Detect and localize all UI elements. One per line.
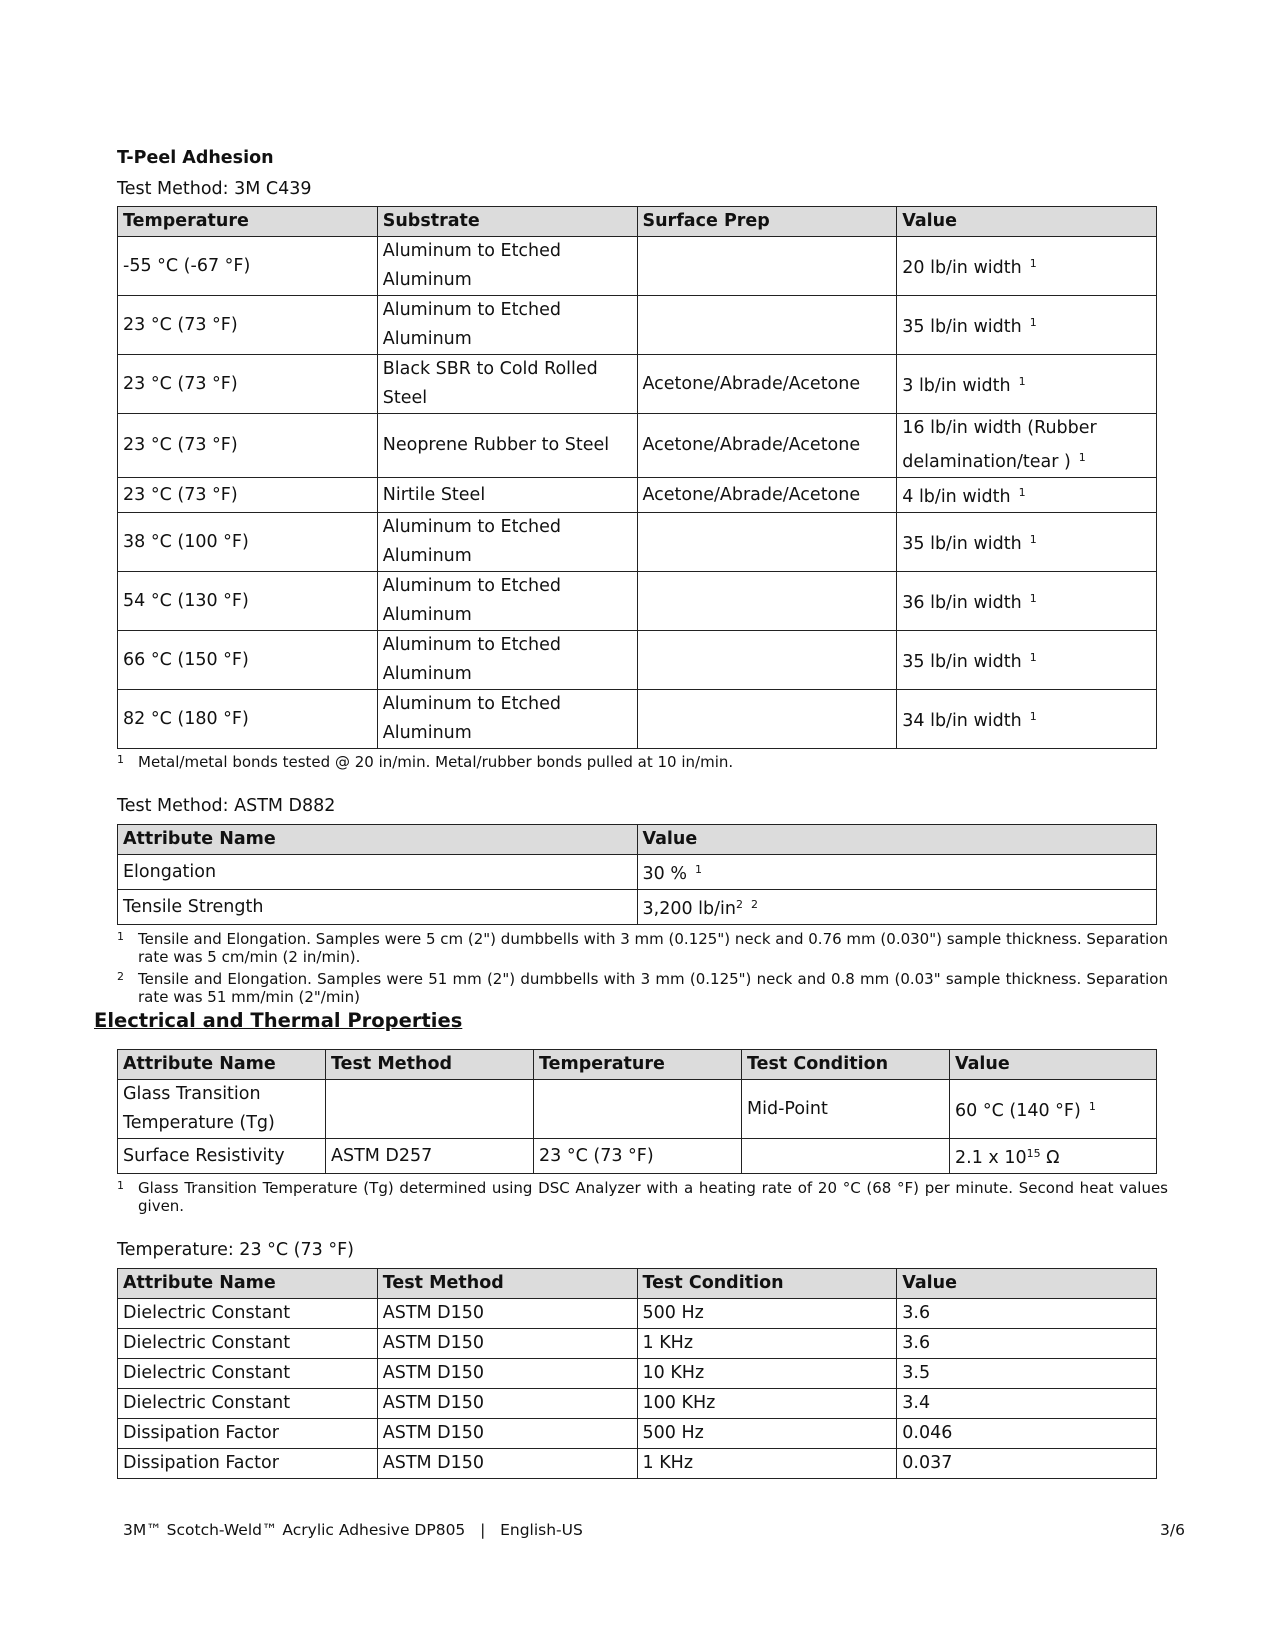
attribute-name-cell: Dissipation Factor [118,1419,378,1449]
table-header-row [118,1050,1157,1080]
test-method-cell: ASTM D150 [377,1389,637,1419]
col-header-attribute-name: Attribute Name [118,1050,326,1080]
dielectric-table [117,1268,1157,1479]
substrate-cell: Nirtile Steel [377,478,637,513]
footnote [117,1179,1168,1215]
value-exponent: 2 [735,898,743,911]
temperature-cell: 23 °C (73 °F) [118,414,378,478]
surface-prep-cell: Acetone/Abrade/Acetone [637,478,897,513]
value-cell: 3.6 [897,1329,1157,1359]
temperature-cell: 38 °C (100 °F) [118,513,378,572]
table-row [118,1329,1157,1359]
temperature-cell: 23 °C (73 °F) [118,296,378,355]
surface-prep-cell [637,572,897,631]
attribute-name-cell: Elongation [118,855,638,890]
table-row [118,414,1157,478]
dielectric-section [117,1238,1157,1479]
table-row [118,1359,1157,1389]
footnote-ref: 1 [1029,257,1037,270]
footnote-text: Tensile and Elongation. Samples were 51 mm (2") dumbbells with 3 mm (0.125") neck and 0.8 mm (0.03" sample thickness. Separation rate was 51 mm/min (2"/min) [138,970,1168,1006]
col-header-value: Value [950,1050,1157,1080]
test-condition-cell: 1 KHz [637,1329,897,1359]
test-method-cell: ASTM D150 [377,1359,637,1389]
value-cell [897,237,1157,296]
temperature-cell: 23 °C (73 °F) [118,478,378,513]
tpeel-table [117,206,1157,749]
table-row [118,237,1157,296]
value-cell [897,572,1157,631]
temperature-cell: 23 °C (73 °F) [118,355,378,414]
value-cell [897,690,1157,749]
substrate-cell: Aluminum to Etched Aluminum [377,572,637,631]
substrate-cell: Aluminum to Etched Aluminum [377,631,637,690]
footnote-ref: 1 [1029,710,1037,723]
attribute-name-cell: Glass Transition Temperature (Tg) [118,1080,326,1139]
test-condition-cell: 100 KHz [637,1389,897,1419]
surface-prep-cell [637,513,897,572]
test-condition-cell [742,1139,950,1174]
value-cell [637,890,1157,925]
footnote-mark: 2 [117,970,124,983]
table-row [118,296,1157,355]
value-cell [897,478,1157,513]
footnote-text: Tensile and Elongation. Samples were 5 cm (2") dumbbells with 3 mm (0.125") neck and 0.76 mm (0.030") sample thickness. Separation rate was 5 cm/min (2 in/min). [138,930,1168,966]
footnote-text: Glass Transition Temperature (Tg) determined using DSC Analyzer with a heating rate of 20 °C (68 °F) per minute. Second heat values given. [138,1179,1168,1215]
test-method-cell: ASTM D150 [377,1329,637,1359]
tpeel-section [117,146,1157,771]
footnote-ref: 1 [694,863,702,876]
table-row [118,355,1157,414]
value-text: 20 lb/in width [902,258,1022,278]
test-condition-cell: 10 KHz [637,1359,897,1389]
table-row [118,1419,1157,1449]
table-row [118,1139,1157,1174]
value-cell [897,631,1157,690]
col-header-surface-prep: Surface Prep [637,207,897,237]
value-cell [897,414,1157,478]
test-method-cell [326,1080,534,1139]
dielectric-temperature-label: Temperature: 23 °C (73 °F) [117,1240,354,1260]
electrical-table [117,1049,1157,1174]
col-header-substrate: Substrate [377,207,637,237]
value-cell [897,296,1157,355]
surface-prep-cell [637,690,897,749]
table-row [118,690,1157,749]
footnote-text: Metal/metal bonds tested @ 20 in/min. Metal/rubber bonds pulled at 10 in/min. [138,753,734,771]
table-header-row [118,825,1157,855]
value-exponent: 15 [1026,1147,1041,1160]
page-footer [123,1520,1185,1540]
footnote-ref: 1 [1029,592,1037,605]
tensile-method-label: Test Method: ASTM D882 [117,796,336,816]
test-condition-cell: Mid-Point [742,1080,950,1139]
temperature-cell: 23 °C (73 °F) [534,1139,742,1174]
table-row [118,1299,1157,1329]
value-text: 30 % [642,864,687,884]
substrate-cell: Aluminum to Etched Aluminum [377,296,637,355]
tensile-table [117,824,1157,925]
table-row [118,855,1157,890]
col-header-test-method: Test Method [326,1050,534,1080]
substrate-cell: Neoprene Rubber to Steel [377,414,637,478]
value-text: 35 lb/in width [902,317,1022,337]
footnote [117,970,1168,1006]
footer-product-name: 3M™ Scotch-Weld™ Acrylic Adhesive DP805 | English-US [123,1521,583,1539]
surface-prep-cell: Acetone/Abrade/Acetone [637,414,897,478]
surface-prep-cell [637,631,897,690]
value-text: 3,200 lb/in [642,899,736,919]
test-method-cell: ASTM D150 [377,1299,637,1329]
col-header-test-method: Test Method [377,1269,637,1299]
col-header-temperature: Temperature [534,1050,742,1080]
footer-page-number: 3/6 [1160,1521,1185,1539]
surface-prep-cell [637,237,897,296]
value-cell: 3.5 [897,1359,1157,1389]
attribute-name-cell: Dissipation Factor [118,1449,378,1479]
footnote-ref: 1 [1029,651,1037,664]
value-cell [637,855,1157,890]
value-text: 35 lb/in width [902,534,1022,554]
surface-prep-cell [637,296,897,355]
col-header-attribute-name: Attribute Name [118,825,638,855]
footnote-mark: 1 [117,1179,124,1192]
temperature-cell: 82 °C (180 °F) [118,690,378,749]
table-row [118,1389,1157,1419]
attribute-name-cell: Dielectric Constant [118,1299,378,1329]
test-condition-cell: 500 Hz [637,1299,897,1329]
attribute-name-cell: Dielectric Constant [118,1359,378,1389]
value-cell [897,513,1157,572]
table-row [118,631,1157,690]
temperature-cell: 66 °C (150 °F) [118,631,378,690]
value-text: 2.1 x 10 [955,1148,1027,1168]
table-row [118,478,1157,513]
temperature-cell: -55 °C (-67 °F) [118,237,378,296]
value-cell: 3.6 [897,1299,1157,1329]
electrical-section [117,1049,1168,1215]
value-text: 60 °C (140 °F) [955,1101,1081,1121]
value-text: 16 lb/in width (Rubber delamination/tear ) [902,418,1097,472]
value-text: 4 lb/in width [902,487,1011,507]
footnote-ref: 1 [1088,1100,1096,1113]
value-cell: 0.046 [897,1419,1157,1449]
table-header-row [118,207,1157,237]
value-text: 3 lb/in width [902,376,1011,396]
attribute-name-cell: Dielectric Constant [118,1329,378,1359]
attribute-name-cell: Dielectric Constant [118,1389,378,1419]
footnote-ref: 1 [1029,533,1037,546]
test-method-cell: ASTM D150 [377,1419,637,1449]
test-condition-cell: 500 Hz [637,1419,897,1449]
value-cell [897,355,1157,414]
col-header-value: Value [897,1269,1157,1299]
surface-prep-cell: Acetone/Abrade/Acetone [637,355,897,414]
footnote-ref: 1 [1018,486,1026,499]
test-method-cell: ASTM D150 [377,1449,637,1479]
temperature-cell: 54 °C (130 °F) [118,572,378,631]
tensile-section [117,794,1168,1006]
table-row [118,1449,1157,1479]
test-condition-cell: 1 KHz [637,1449,897,1479]
substrate-cell: Black SBR to Cold Rolled Steel [377,355,637,414]
substrate-cell: Aluminum to Etched Aluminum [377,513,637,572]
value-cell: 3.4 [897,1389,1157,1419]
footnote-ref: 2 [750,898,758,911]
col-header-value: Value [897,207,1157,237]
table-row [118,1080,1157,1139]
table-row [118,572,1157,631]
substrate-cell: Aluminum to Etched Aluminum [377,237,637,296]
electrical-section-title: Electrical and Thermal Properties [94,1009,463,1032]
tpeel-title: T-Peel Adhesion [117,148,274,168]
tpeel-method-label: Test Method: 3M C439 [117,179,312,199]
value-cell [950,1080,1157,1139]
col-header-test-condition: Test Condition [742,1050,950,1080]
attribute-name-cell: Surface Resistivity [118,1139,326,1174]
attribute-name-cell: Tensile Strength [118,890,638,925]
footnote [117,753,1168,771]
col-header-test-condition: Test Condition [637,1269,897,1299]
value-unit: Ω [1040,1148,1060,1168]
col-header-value: Value [637,825,1157,855]
substrate-cell: Aluminum to Etched Aluminum [377,690,637,749]
value-text: 35 lb/in width [902,652,1022,672]
table-row [118,513,1157,572]
col-header-temperature: Temperature [118,207,378,237]
footnote-ref: 1 [1018,375,1026,388]
value-text: 34 lb/in width [902,711,1022,731]
footnote-mark: 1 [117,930,124,943]
col-header-attribute-name: Attribute Name [118,1269,378,1299]
value-cell [950,1139,1157,1174]
temperature-cell [534,1080,742,1139]
footnote-ref: 1 [1078,451,1086,464]
value-text: 36 lb/in width [902,593,1022,613]
test-method-cell: ASTM D257 [326,1139,534,1174]
table-row [118,890,1157,925]
footnote [117,930,1168,966]
table-header-row [118,1269,1157,1299]
footnote-mark: 1 [117,753,124,766]
value-cell: 0.037 [897,1449,1157,1479]
footnote-ref: 1 [1029,316,1037,329]
